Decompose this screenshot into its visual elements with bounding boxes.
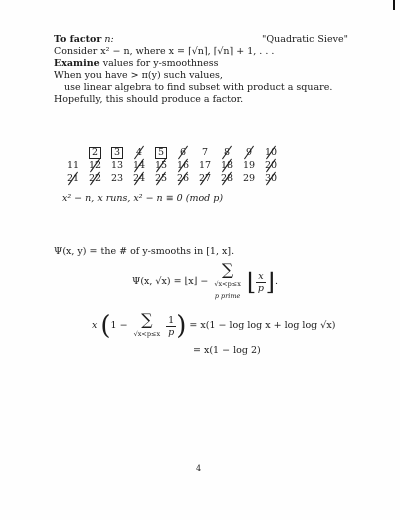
intro-line-2 [54,58,219,70]
sieve-cell: 3 [106,146,128,159]
sieve-cell-struck: 30 [260,172,282,185]
sieve-cell-struck: 22 [84,172,106,185]
psi-tail: . [275,276,279,287]
approx-rhs-2: = x(1 − log 2) [193,345,261,356]
n-variable: n: [104,34,114,45]
sieve-cell: 17 [198,160,212,171]
paren-left: ( [100,311,111,341]
sieve-cell: 13 [110,160,124,171]
sieve-cell-struck: 14 [128,159,150,172]
sieve-cell-struck: 24 [128,172,150,185]
sieve-cell-struck: 18 [216,159,238,172]
psi-lhs: Ψ(x, √x) = ⌊x⌋ − [132,276,209,287]
sieve-cell: 29 [242,173,256,184]
approx-fraction: $\frac{1}{p}$ [168,314,175,338]
sieve-row-1 [62,146,282,159]
sieve-cell-struck: 27 [194,172,216,185]
sieve-cell-struck: 10 [260,146,282,159]
psi-sum [214,262,241,302]
approx-one-minus: 1 − [110,320,128,331]
sieve-cell-struck: 6 [172,146,194,159]
psi-fraction: $\frac{x}{p}$ [257,270,264,294]
sieve-cell: 23 [110,173,124,184]
sieve-cell: 5 [150,146,172,159]
floor-right: ⌋ [265,268,276,296]
sieve-cell-struck: 26 [172,172,194,185]
examine-text: values for y-smoothness [102,58,219,69]
examine-label: Examine [54,58,100,69]
sieve-row-3 [62,172,282,185]
sieve-cell-struck: 8 [216,146,238,159]
sieve-cell-struck: 9 [238,146,260,159]
sieve-grid [62,146,282,185]
sieve-cell-struck: 16 [172,159,194,172]
approx-x: x [92,320,98,331]
sieve-cell-struck: 20 [260,159,282,172]
sigma-symbol: ∑ [141,310,153,329]
page-edge-mark [393,0,395,10]
approx-sum [134,312,161,340]
sieve-cell: 11 [66,160,80,171]
psi-formula [132,262,278,302]
approx-formula [92,312,335,340]
sieve-row-2 [62,159,282,172]
page-title: "Quadratic Sieve" [262,34,348,45]
page-number: 4 [196,464,202,473]
to-factor-label: To factor [54,34,102,45]
sieve-cell-struck: 21 [62,172,84,185]
sieve-cell: 2 [84,146,106,159]
intro-line-5: Hopefully, this should produce a factor. [54,94,244,105]
sieve-cell-struck: 28 [216,172,238,185]
sieve-cell-struck: 12 [84,159,106,172]
paren-right: ) [176,311,187,341]
sieve-cell-struck: 4 [128,146,150,159]
floor-left: ⌊ [246,268,257,296]
approx-rhs-1: = x(1 − log log x + log log √x) [189,320,336,331]
sigma-symbol: ∑ [221,260,234,279]
sieve-caption: x² − n, x runs, x² − n ≡ 0 (mod p) [62,193,224,204]
psi-sum-sub-1: √x<p≤x [214,280,241,288]
sieve-cell: 19 [242,160,256,171]
intro-line-3: When you have > π(y) such values, [54,70,223,81]
heading-line [54,34,114,46]
sieve-cell-struck: 15 [150,159,172,172]
approx-sum-sub: √x<p≤x [133,330,161,338]
sieve-cell-struck: 25 [150,172,172,185]
psi-definition: Ψ(x, y) = the # of y-smooths in [1, x]. [54,246,235,257]
intro-line-1: Consider x² − n, where x = ⌈√n⌉, ⌈√n⌉ + 1, . . . [54,46,275,57]
intro-line-4: use linear algebra to find subset with product a square. [64,82,333,93]
sieve-cell: 7 [201,147,209,158]
psi-sum-sub-2: p prime [214,292,241,300]
